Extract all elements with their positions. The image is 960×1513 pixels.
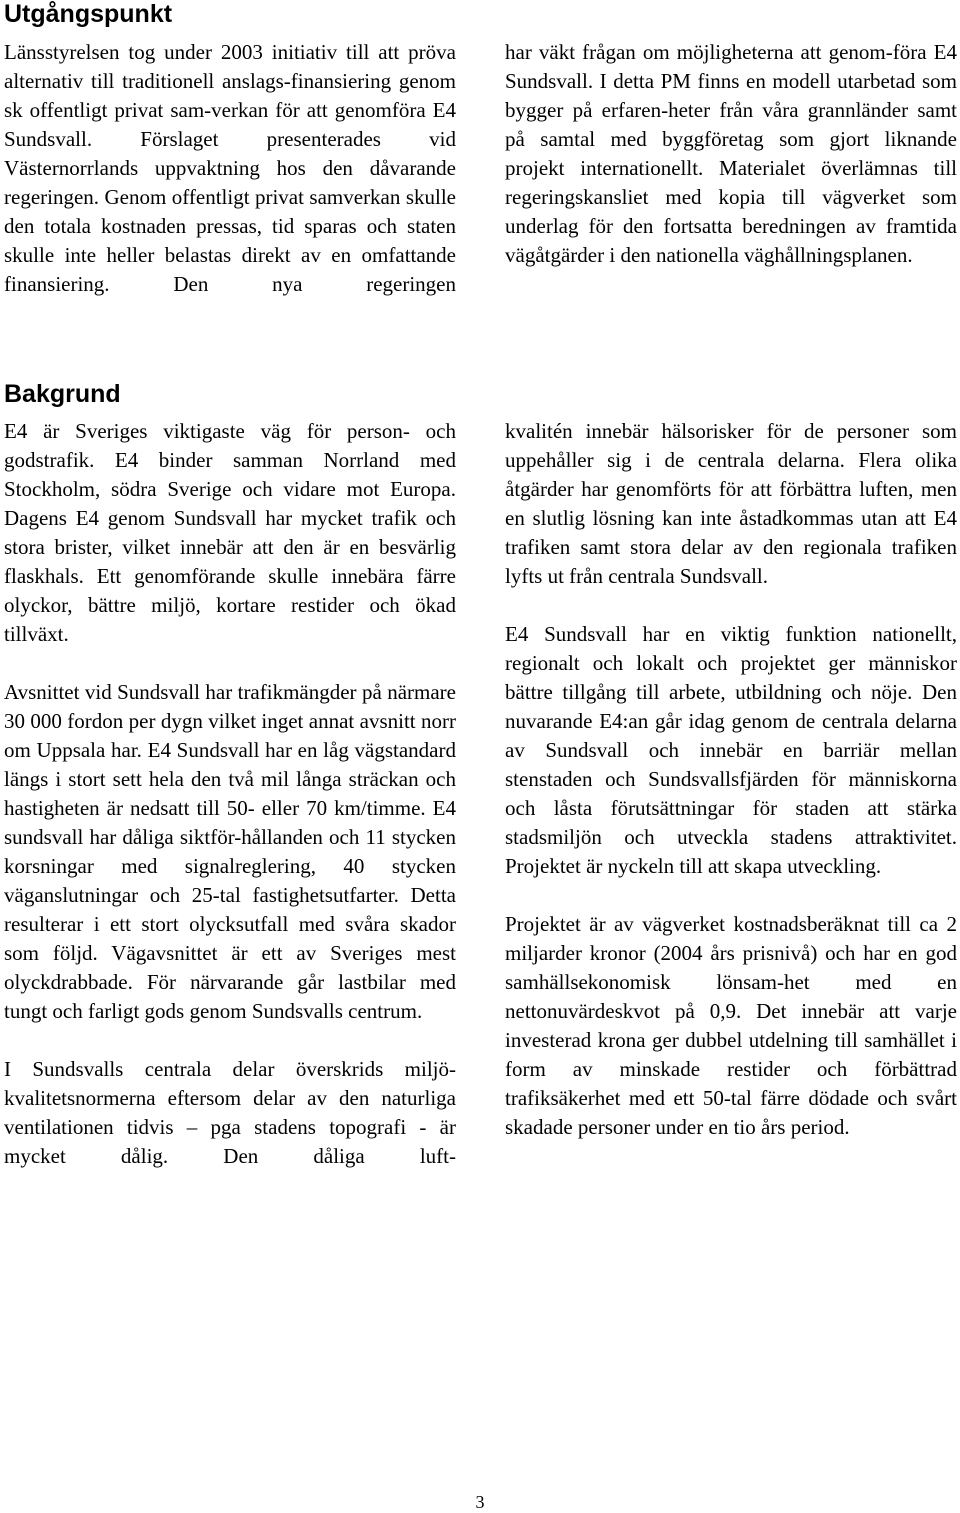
- paragraph: Länsstyrelsen tog under 2003 initiativ till att pröva alternativ till traditionell anslags-finansiering genom sk offentligt privat sam-verkan för att genomföra E4 Sundsvall. Förslaget presenterades vid Västernorrlands uppvaktning hos den dåvarande regeringen. Genom offentligt privat samverkan skulle den totala kostnaden pressas, tid sparas och staten skulle inte heller belastas direkt av en omfattande finansiering. Den nya regeringen: [4, 40, 456, 296]
- column-right-bakgrund: [505, 417, 957, 1142]
- paragraph: Avsnittet vid Sundsvall har trafikmängder på närmare 30 000 fordon per dygn vilket inget annat avsnitt norr om Uppsala har. E4 Sundsvall har en låg vägstandard längs i stort sett hela den två mil långa sträckan och hastigheten är nedsatt till 50- eller 70 km/timme. E4 sundsvall har dåliga siktför-hållanden och 11 stycken korsningar med signalreglering, 40 stycken väganslutningar och 25-tal fastighetsutfarter. Detta resulterar i ett stort olycksutfall med svåra skador som följd. Vägavsnittet är ett av Sveriges mest olyckdrabbade. För närvarande går lastbilar med tungt och farligt gods genom Sundsvalls centrum.: [4, 680, 456, 1023]
- paragraph: I Sundsvalls centrala delar överskrids miljö-kvalitetsnormerna eftersom delar av den naturliga ventilationen tidvis – pga stadens topografi - är mycket dålig. Den dåliga luft-: [4, 1057, 456, 1168]
- column-right-utgangspunkt: [505, 38, 957, 270]
- paragraph: Projektet är av vägverket kostnadsberäknat till ca 2 miljarder kronor (2004 års prisnivå) och har en god samhällsekonomisk lönsam-het med en nettonuvärdeskvot på 0,9. Det innebär att varje investerad krona ger dubbel utdelning till samhället i form av minskade restider och förbättrad trafiksäkerhet med ett 50-tal färre dödade och svårt skadade personer under en tio års period.: [505, 912, 957, 1139]
- column-left-utgangspunkt: [4, 38, 456, 299]
- section-heading-utgangspunkt: Utgångspunkt: [4, 0, 173, 28]
- paragraph: kvalitén innebär hälsorisker för de personer som uppehåller sig i de centrala delarna. Flera olika åtgärder har genomförts för att förbättra luften, men en slutlig lösning kan inte åstadkommas utan att E4 trafiken samt stora delar av den regionala trafiken lyfts ut från centrala Sundsvall.: [505, 419, 957, 588]
- paragraph: E4 Sundsvall har en viktig funktion nationellt, regionalt och lokalt och projektet ger människor bättre tillgång till arbete, utbildning och nöje. Den nuvarande E4:an går idag genom de centrala delarna av Sundsvall och innebär en barriär mellan stenstaden och Sundsvallsfjärden för människorna och låsta förutsättningar för staden att stärka stadsmiljön och utveckla stadens attraktivitet. Projektet är nyckeln till att skapa utveckling.: [505, 622, 957, 878]
- paragraph: har väkt frågan om möjligheterna att genom-föra E4 Sundsvall. I detta PM finns en modell utarbetad som bygger på erfaren-heter från våra grannländer samt på samtal med byggföretag som gjort liknande projekt internationellt. Materialet överlämnas till regeringskansliet med kopia till vägverket som underlag för den fortsatta beredningen av framtida vägåtgärder i den nationella väghållningsplanen.: [505, 40, 957, 267]
- paragraph: E4 är Sveriges viktigaste väg för person- och godstrafik. E4 binder samman Norrland med Stockholm, södra Sverige och vidare mot Europa. Dagens E4 genom Sundsvall har mycket trafik och stora brister, vilket innebär att den är en besvärlig flaskhals. Ett genomförande skulle innebära färre olyckor, bättre miljö, kortare restider och ökad tillväxt.: [4, 419, 456, 646]
- page-number: 3: [475, 1492, 485, 1512]
- column-left-bakgrund: [4, 417, 456, 1171]
- section-heading-bakgrund: Bakgrund: [4, 380, 121, 408]
